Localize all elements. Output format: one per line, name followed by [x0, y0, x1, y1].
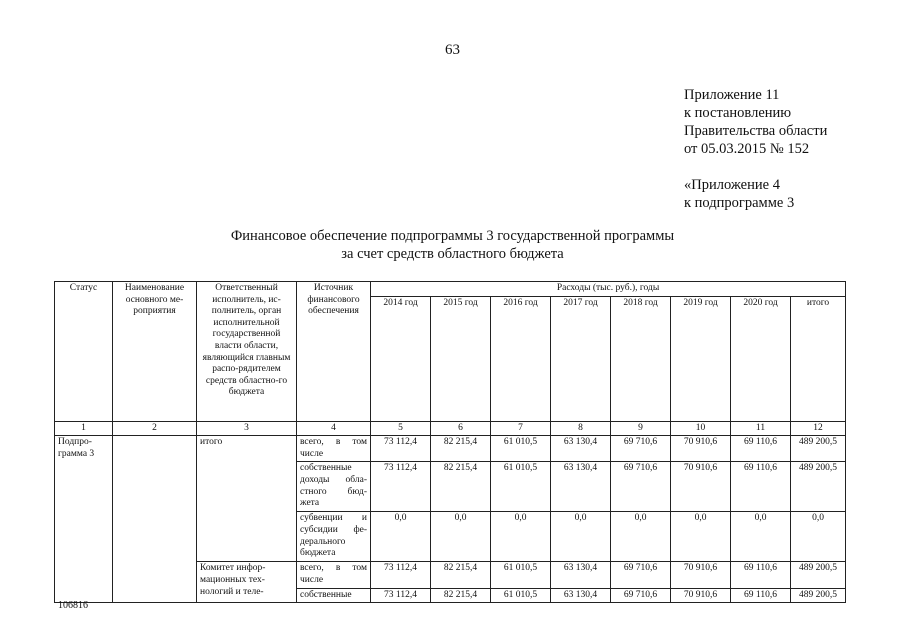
value-cell: 69 110,6 [731, 588, 791, 603]
value-cell: 73 112,4 [371, 562, 431, 588]
header-year: 2014 год [371, 296, 431, 421]
column-number: 6 [431, 421, 491, 436]
executor-cell: итого [197, 436, 297, 562]
header-source: Источник финансового обеспечения [297, 282, 371, 422]
table-row [55, 436, 846, 462]
value-cell: 61 010,5 [491, 436, 551, 462]
value-cell: 61 010,5 [491, 588, 551, 603]
header-executor: Ответственный исполнитель, ис-полнитель, орган исполнительной государственной власти области, являющийся главным распо-рядителем средств областно-го бюджета [197, 282, 297, 422]
value-cell: 489 200,5 [791, 588, 846, 603]
column-number: 7 [491, 421, 551, 436]
executor-cell: Комитет инфор-мационных тех-нологий и теле- [197, 562, 297, 603]
header-year: 2020 год [731, 296, 791, 421]
value-cell: 0,0 [551, 512, 611, 562]
value-cell: 70 910,6 [671, 436, 731, 462]
event-name-cell [113, 436, 197, 603]
value-cell: 0,0 [791, 512, 846, 562]
value-cell: 489 200,5 [791, 436, 846, 462]
value-cell: 69 110,6 [731, 462, 791, 512]
appendix-4-line: к подпрограмме 3 [684, 195, 795, 211]
document-title-line: Финансовое обеспечение подпрограммы 3 государственной программы [230, 228, 675, 244]
column-number-row [55, 421, 846, 436]
value-cell: 489 200,5 [791, 562, 846, 588]
header-event-name: Наименование основного ме-роприятия [113, 282, 197, 422]
appendix-11-line: от 05.03.2015 № 152 [684, 141, 810, 157]
value-cell: 69 710,6 [611, 562, 671, 588]
financing-table [54, 281, 846, 603]
page-number: 63 [445, 42, 460, 58]
appendix-4-block [684, 176, 794, 212]
value-cell: 0,0 [431, 512, 491, 562]
value-cell: 61 010,5 [491, 562, 551, 588]
source-cell: всего, в том числе [297, 436, 371, 462]
status-cell: Подпро-грамма 3 [55, 436, 113, 603]
source-cell: собственные доходы обла-стного бюд-жета [297, 462, 371, 512]
value-cell: 82 215,4 [431, 588, 491, 603]
value-cell: 73 112,4 [371, 462, 431, 512]
value-cell: 0,0 [671, 512, 731, 562]
footer-code: 106816 [58, 600, 88, 611]
source-cell: субвенции и субсидии фе-дерального бюджета [297, 512, 371, 562]
appendix-4-line: «Приложение 4 [684, 177, 780, 193]
column-number: 5 [371, 421, 431, 436]
value-cell: 73 112,4 [371, 588, 431, 603]
value-cell: 69 710,6 [611, 588, 671, 603]
header-expenses: Расходы (тыс. руб.), годы [371, 282, 846, 297]
source-cell: собственные [297, 588, 371, 603]
value-cell: 0,0 [611, 512, 671, 562]
header-year: 2019 год [671, 296, 731, 421]
appendix-11-line: к постановлению [684, 105, 792, 121]
value-cell: 70 910,6 [671, 462, 731, 512]
column-number: 10 [671, 421, 731, 436]
header-year: 2018 год [611, 296, 671, 421]
value-cell: 0,0 [371, 512, 431, 562]
appendix-11-block [684, 86, 827, 158]
value-cell: 69 110,6 [731, 436, 791, 462]
value-cell: 69 710,6 [611, 462, 671, 512]
value-cell: 70 910,6 [671, 588, 731, 603]
header-status: Статус [55, 282, 113, 422]
value-cell: 63 130,4 [551, 462, 611, 512]
value-cell: 70 910,6 [671, 562, 731, 588]
column-number: 9 [611, 421, 671, 436]
header-year: 2016 год [491, 296, 551, 421]
column-number: 4 [297, 421, 371, 436]
column-number: 3 [197, 421, 297, 436]
value-cell: 0,0 [731, 512, 791, 562]
column-number: 12 [791, 421, 846, 436]
value-cell: 0,0 [491, 512, 551, 562]
column-number: 1 [55, 421, 113, 436]
header-year: 2015 год [431, 296, 491, 421]
value-cell: 61 010,5 [491, 462, 551, 512]
value-cell: 63 130,4 [551, 436, 611, 462]
value-cell: 63 130,4 [551, 562, 611, 588]
value-cell: 82 215,4 [431, 462, 491, 512]
appendix-11-line: Правительства области [684, 123, 828, 139]
source-cell: всего, в том числе [297, 562, 371, 588]
value-cell: 63 130,4 [551, 588, 611, 603]
value-cell: 489 200,5 [791, 462, 846, 512]
value-cell: 69 710,6 [611, 436, 671, 462]
value-cell: 69 110,6 [731, 562, 791, 588]
header-total: итого [791, 296, 846, 421]
value-cell: 82 215,4 [431, 562, 491, 588]
value-cell: 82 215,4 [431, 436, 491, 462]
column-number: 2 [113, 421, 197, 436]
column-number: 11 [731, 421, 791, 436]
header-year: 2017 год [551, 296, 611, 421]
appendix-11-line: Приложение 11 [684, 87, 780, 103]
document-title [0, 227, 905, 263]
value-cell: 73 112,4 [371, 436, 431, 462]
document-title-line: за счет средств областного бюджета [341, 246, 564, 262]
column-number: 8 [551, 421, 611, 436]
